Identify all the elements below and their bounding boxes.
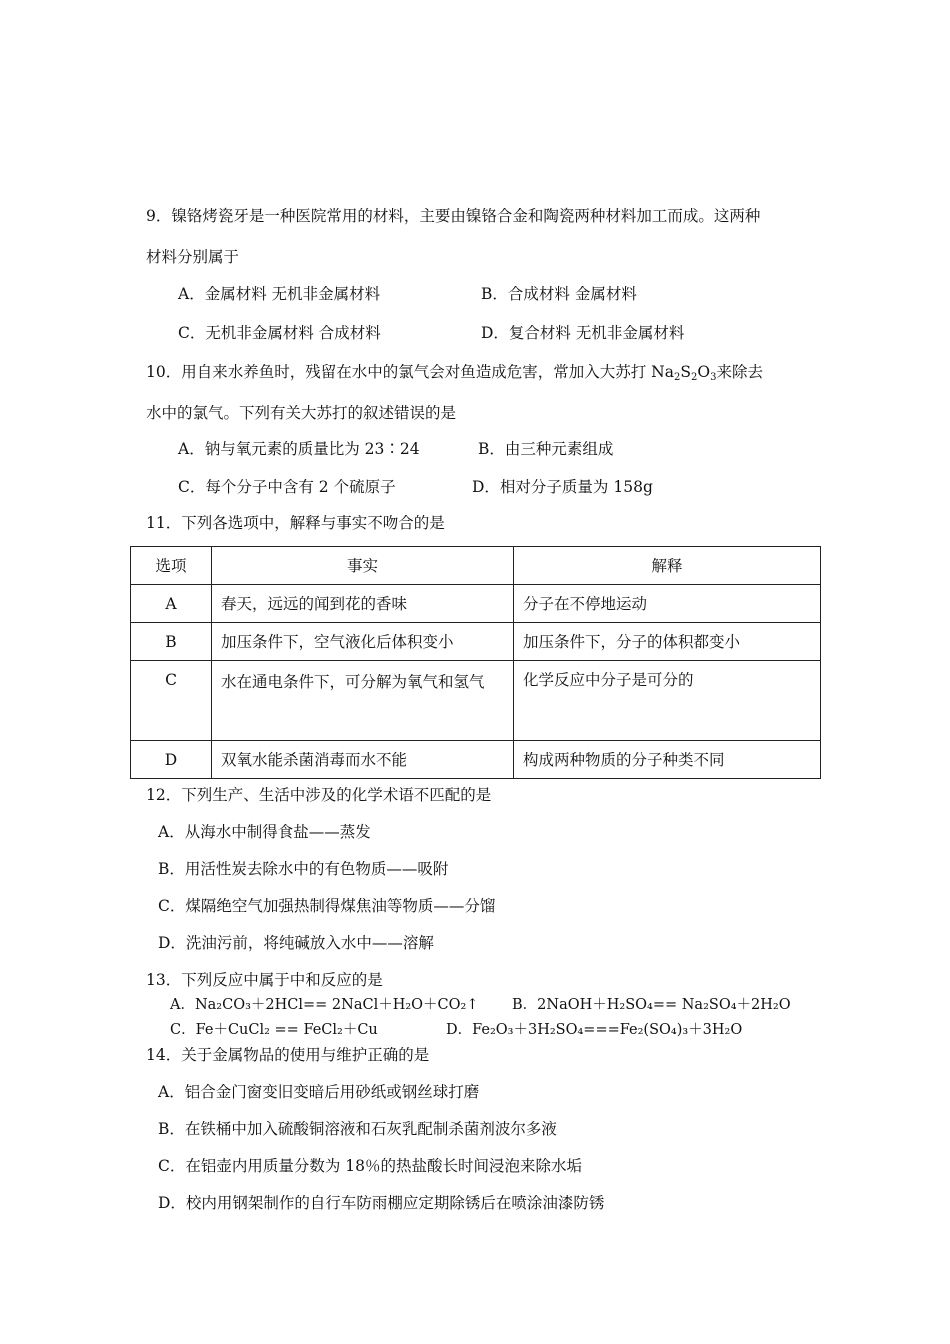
q12-option-b: B．用活性炭去除水中的有色物质——吸附 (158, 860, 449, 878)
q11-table (130, 546, 821, 779)
row-option: B (131, 623, 212, 661)
row-explain: 加压条件下，分子的体积都变小 (514, 623, 821, 661)
q10-sub-o: 3 (710, 372, 717, 383)
q13-option-d: D．Fe₂O₃＋3H₂SO₄===Fe₂(SO₄)₃＋3H₂O (446, 1022, 743, 1038)
q10-stem-line2: 水中的氯气。下列有关大苏打的叙述错误的是 (146, 404, 457, 422)
row-option: C (131, 661, 212, 741)
row-explain: 化学反应中分子是可分的 (514, 661, 821, 741)
q10-o: O (697, 363, 711, 381)
q11-stem: 11．下列各选项中，解释与事实不吻合的是 (146, 514, 445, 532)
table-row (131, 585, 821, 623)
q12-option-c: C．煤隔绝空气加强热制得煤焦油等物质——分馏 (158, 897, 496, 915)
q10-s: S (680, 363, 691, 381)
table-row (131, 741, 821, 779)
row-fact: 春天，远远的闻到花的香味 (212, 585, 514, 623)
q13-option-c: C．Fe＋CuCl₂ == FeCl₂＋Cu (170, 1022, 378, 1038)
q9-option-a: A．金属材料 无机非金属材料 (178, 285, 381, 303)
q10-sub-s: 2 (690, 372, 698, 383)
q14-stem: 14．关于金属物品的使用与维护正确的是 (146, 1046, 430, 1064)
table-row (131, 661, 821, 741)
q10-stem-text-b: 来除去 (716, 363, 763, 381)
q13-option-a: A．Na₂CO₃＋2HCl== 2NaCl＋H₂O＋CO₂↑ (170, 997, 479, 1013)
header-option: 选项 (131, 547, 212, 585)
row-explain: 构成两种物质的分子种类不同 (514, 741, 821, 779)
q13-stem: 13．下列反应中属于中和反应的是 (146, 971, 383, 989)
q12-option-a: A．从海水中制得食盐——蒸发 (158, 823, 371, 841)
q10-option-c: C．每个分子中含有 2 个硫原子 (178, 478, 396, 496)
row-fact: 双氧水能杀菌消毒而水不能 (212, 741, 514, 779)
table-header-row (131, 547, 821, 585)
row-fact: 水在通电条件下，可分解为氧气和氢气 (212, 661, 514, 741)
row-option: D (131, 741, 212, 779)
row-explain: 分子在不停地运动 (514, 585, 821, 623)
q14-option-a: A．铝合金门窗变旧变暗后用砂纸或钢丝球打磨 (158, 1083, 480, 1101)
q10-option-b: B．由三种元素组成 (478, 440, 614, 458)
q9-option-b: B．合成材料 金属材料 (481, 285, 637, 303)
table-row (131, 623, 821, 661)
q9-option-d: D．复合材料 无机非金属材料 (481, 324, 685, 342)
q10-sub-na: 2 (673, 372, 681, 383)
q10-option-a: A．钠与氧元素的质量比为 23∶24 (178, 440, 420, 458)
q10-stem-text-a: 10．用自来水养鱼时，残留在水中的氯气会对鱼造成危害，常加入大苏打 Na (146, 363, 674, 381)
q9-stem-line1: 9．镍铬烤瓷牙是一种医院常用的材料，主要由镍铬合金和陶瓷两种材料加工而成。这两种 (146, 207, 761, 225)
q10-option-d: D．相对分子质量为 158g (472, 478, 653, 496)
q9-stem-line2: 材料分别属于 (146, 248, 240, 266)
q13-option-b: B．2NaOH＋H₂SO₄== Na₂SO₄＋2H₂O (512, 997, 791, 1013)
q12-option-d: D．洗油污前，将纯碱放入水中——溶解 (158, 934, 434, 952)
q14-option-d: D．校内用钢架制作的自行车防雨棚应定期除锈后在喷涂油漆防锈 (158, 1194, 605, 1212)
header-fact: 事实 (212, 547, 514, 585)
row-option: A (131, 585, 212, 623)
row-fact: 加压条件下，空气液化后体积变小 (212, 623, 514, 661)
q10-stem-line1 (146, 362, 763, 382)
q14-option-b: B．在铁桶中加入硫酸铜溶液和石灰乳配制杀菌剂波尔多液 (158, 1120, 557, 1138)
q14-option-c: C．在铝壶内用质量分数为 18％的热盐酸长时间浸泡来除水垢 (158, 1157, 583, 1175)
q12-stem: 12．下列生产、生活中涉及的化学术语不匹配的是 (146, 786, 492, 804)
header-explain: 解释 (514, 547, 821, 585)
q9-option-c: C．无机非金属材料 合成材料 (178, 324, 381, 342)
